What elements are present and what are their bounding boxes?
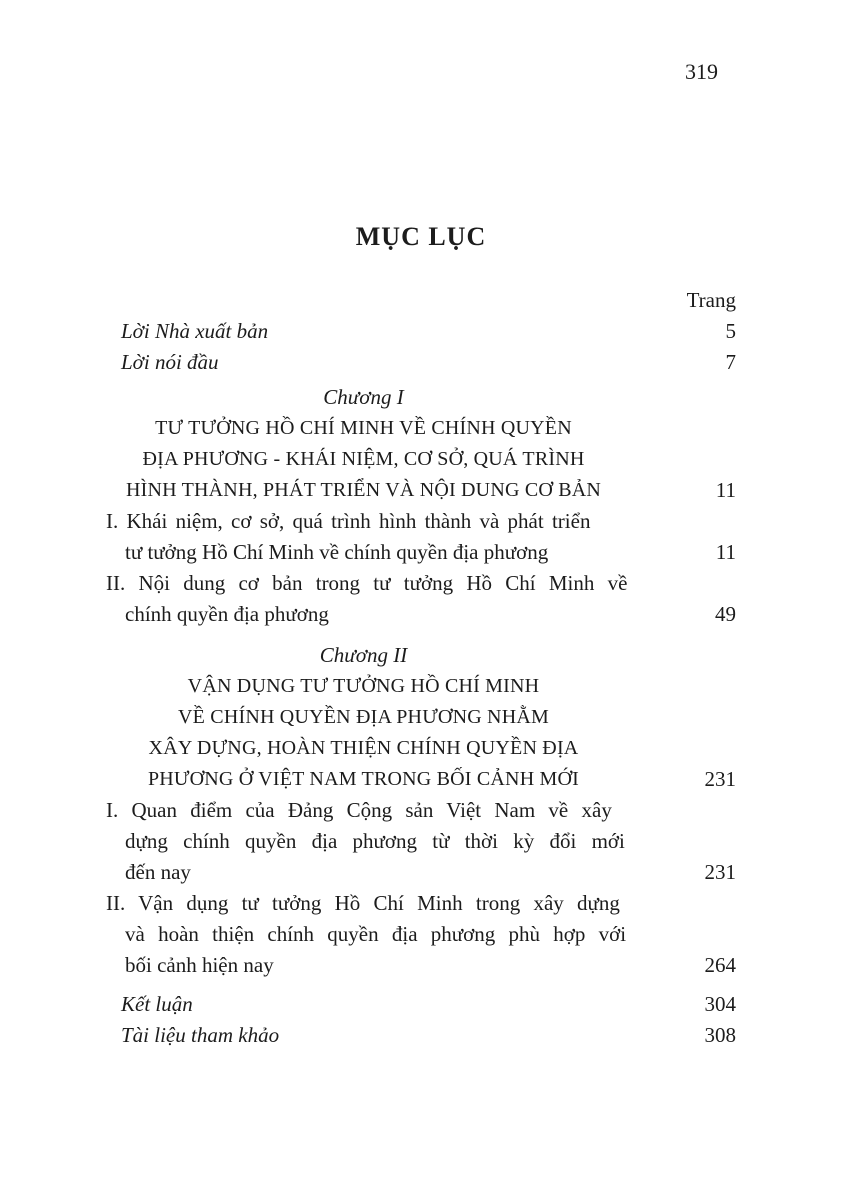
chapter-1-title-line: ĐỊA PHƯƠNG - KHÁI NIỆM, CƠ SỞ, QUÁ TRÌNH xyxy=(142,448,585,470)
entry-page-number: 7 xyxy=(725,350,736,374)
entry-label: Tài liệu tham khảo xyxy=(121,1023,280,1047)
toc-section-entry-ch2-s1 xyxy=(106,795,736,888)
toc-title: MỤC LỤC xyxy=(355,222,487,251)
section-entry-last-line xyxy=(106,950,736,981)
chapter-2-title-line-text: PHƯƠNG Ở VIỆT NAM TRONG BỐI CẢNH MỚI xyxy=(147,768,580,790)
chapter-1-title-line xyxy=(106,475,736,506)
section-page-number: 264 xyxy=(704,953,736,977)
chapter-1-label: Chương I xyxy=(323,385,404,409)
section-entry-last-line xyxy=(106,599,736,630)
section-entry-line: II. Nội dung cơ bản trong tư tưởng Hồ Chí Minh về xyxy=(106,571,628,595)
toc-section-entry-ch1-s1 xyxy=(106,506,736,568)
entry-label: Lời Nhà xuất bản xyxy=(121,319,269,343)
column-header-trang: Trang xyxy=(686,288,736,312)
entry-label: Lời nói đầu xyxy=(121,350,219,374)
chapter-1-title-line: TƯ TƯỞNG HỒ CHÍ MINH VỀ CHÍNH QUYỀN xyxy=(155,417,572,439)
section-entry-line: bối cảnh hiện nay xyxy=(125,953,274,977)
chapter-2-title-line: XÂY DỰNG, HOÀN THIỆN CHÍNH QUYỀN ĐỊA xyxy=(148,737,579,759)
toc-entry-publisher-note xyxy=(106,316,736,347)
section-entry-line: I. Quan điểm của Đảng Cộng sản Việt Nam về xây xyxy=(106,798,612,822)
section-page-number: 231 xyxy=(704,860,736,884)
entry-page-number: 304 xyxy=(704,992,736,1016)
toc-entry-references xyxy=(106,1020,736,1051)
section-entry-line: đến nay xyxy=(125,860,191,884)
entry-page-number: 5 xyxy=(725,319,736,343)
chapter-2-title-line xyxy=(106,764,736,795)
chapter-2-label: Chương II xyxy=(319,643,408,667)
section-entry-line: và hoàn thiện chính quyền địa phương phù hợp với xyxy=(125,922,627,946)
section-entry-line: I. Khái niệm, cơ sở, quá trình hình thành và phát triển xyxy=(106,509,591,533)
toc-section-entry-ch2-s2 xyxy=(106,888,736,981)
chapter-1-page-number: 11 xyxy=(715,478,736,502)
entry-label: Kết luận xyxy=(121,992,193,1016)
toc-section-entry-ch1-s2 xyxy=(106,568,736,630)
section-entry-line: II. Vận dụng tư tưởng Hồ Chí Minh trong xây dựng xyxy=(106,891,620,915)
section-entry-line: chính quyền địa phương xyxy=(125,602,329,626)
toc-entry-conclusion xyxy=(106,989,736,1020)
chapter-2-block xyxy=(106,640,736,795)
section-entry-line: tư tưởng Hồ Chí Minh về chính quyền địa phương xyxy=(125,540,549,564)
chapter-2-page-number: 231 xyxy=(704,767,736,791)
section-entry-line: dựng chính quyền địa phương từ thời kỳ đổi mới xyxy=(125,829,625,853)
section-entry-last-line xyxy=(106,857,736,888)
section-entry-last-line xyxy=(106,537,736,568)
chapter-2-title-line: VỀ CHÍNH QUYỀN ĐỊA PHƯƠNG NHẰM xyxy=(178,706,549,728)
chapter-1-block xyxy=(106,382,736,506)
back-matter-block xyxy=(106,989,736,1051)
chapter-1-title-line-text: HÌNH THÀNH, PHÁT TRIỂN VÀ NỘI DUNG CƠ BẢN xyxy=(125,479,602,501)
page-folio: 319 xyxy=(685,59,718,84)
section-page-number: 49 xyxy=(715,602,736,626)
entry-page-number: 308 xyxy=(704,1023,736,1047)
toc-entry-foreword xyxy=(106,347,736,378)
section-page-number: 11 xyxy=(715,540,736,564)
chapter-2-title-line: VẬN DỤNG TƯ TƯỞNG HỒ CHÍ MINH xyxy=(187,675,540,697)
toc-body xyxy=(106,285,736,1051)
